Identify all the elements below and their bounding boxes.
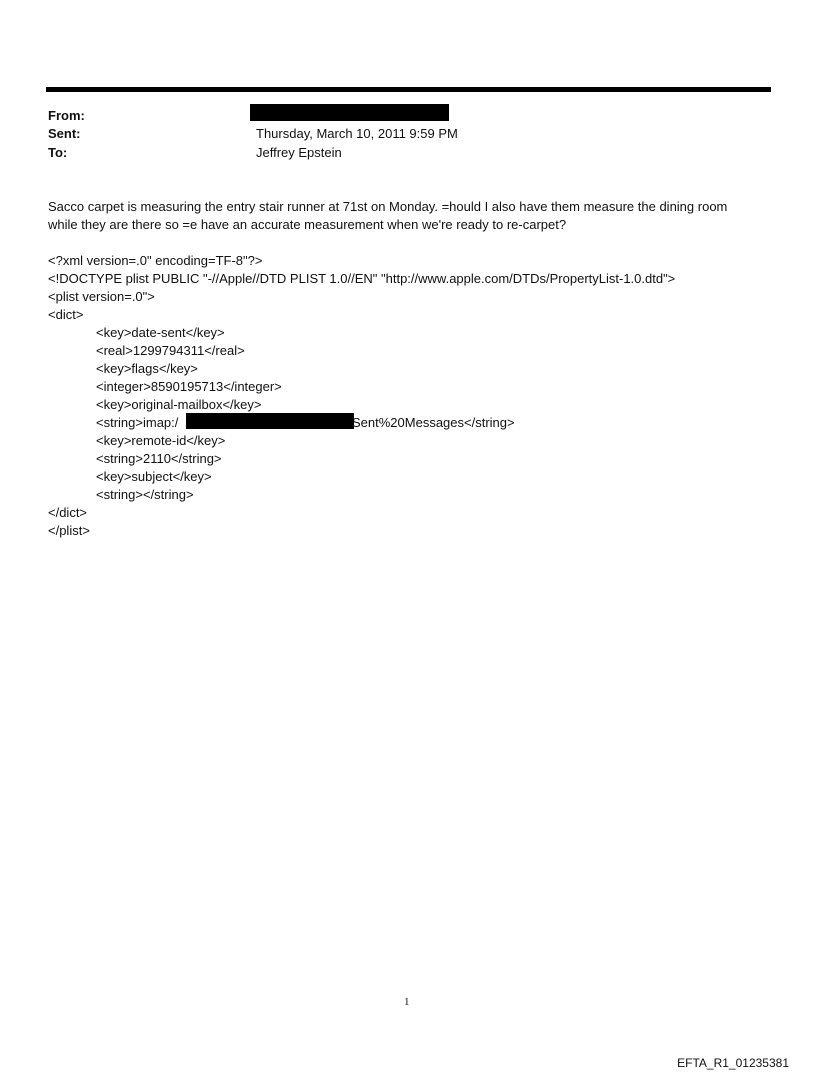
key-subject: <key>subject</key> <box>96 469 212 484</box>
string-remote-id: <string>2110</string> <box>96 451 222 466</box>
key-original-mailbox: <key>original-mailbox</key> <box>96 397 262 412</box>
to-label: To: <box>48 145 68 160</box>
sent-value: Thursday, March 10, 2011 9:59 PM <box>256 126 458 141</box>
plist-close: </plist> <box>48 523 90 538</box>
message-line-1: Sacco carpet is measuring the entry stair runner at 71st on Monday. =hould I also have them measure the dining room <box>48 199 728 214</box>
integer-value: <integer>8590195713</integer> <box>96 379 282 394</box>
dict-open: <dict> <box>48 307 84 322</box>
from-label: From: <box>48 108 85 123</box>
doctype-line: <!DOCTYPE plist PUBLIC "-//Apple//DTD PLIST 1.0//EN" "http://www.apple.com/DTDs/PropertyList-1.0.dtd"> <box>48 271 676 286</box>
redaction-from <box>250 104 449 121</box>
string-imap-start: <string>imap:/ <box>96 415 179 430</box>
page-number: 1 <box>404 996 410 1008</box>
xml-declaration: <?xml version=.0" encoding=TF-8"?> <box>48 253 263 268</box>
key-remote-id: <key>remote-id</key> <box>96 433 226 448</box>
key-flags: <key>flags</key> <box>96 361 198 376</box>
sent-label: Sent: <box>48 126 81 141</box>
to-value: Jeffrey Epstein <box>256 145 342 160</box>
message-line-2: while they are there so =e have an accurate measurement when we're ready to re-carpet? <box>48 217 567 232</box>
string-subject: <string></string> <box>96 487 194 502</box>
real-value: <real>1299794311</real> <box>96 343 245 358</box>
document-id: EFTA_R1_01235381 <box>677 1056 789 1070</box>
dict-close: </dict> <box>48 505 88 520</box>
string-imap-end: Sent%20Messages</string> <box>352 415 515 430</box>
redaction-imap <box>186 413 354 429</box>
header-rule <box>46 87 771 92</box>
plist-open: <plist version=.0"> <box>48 289 155 304</box>
key-date-sent: <key>date-sent</key> <box>96 325 225 340</box>
